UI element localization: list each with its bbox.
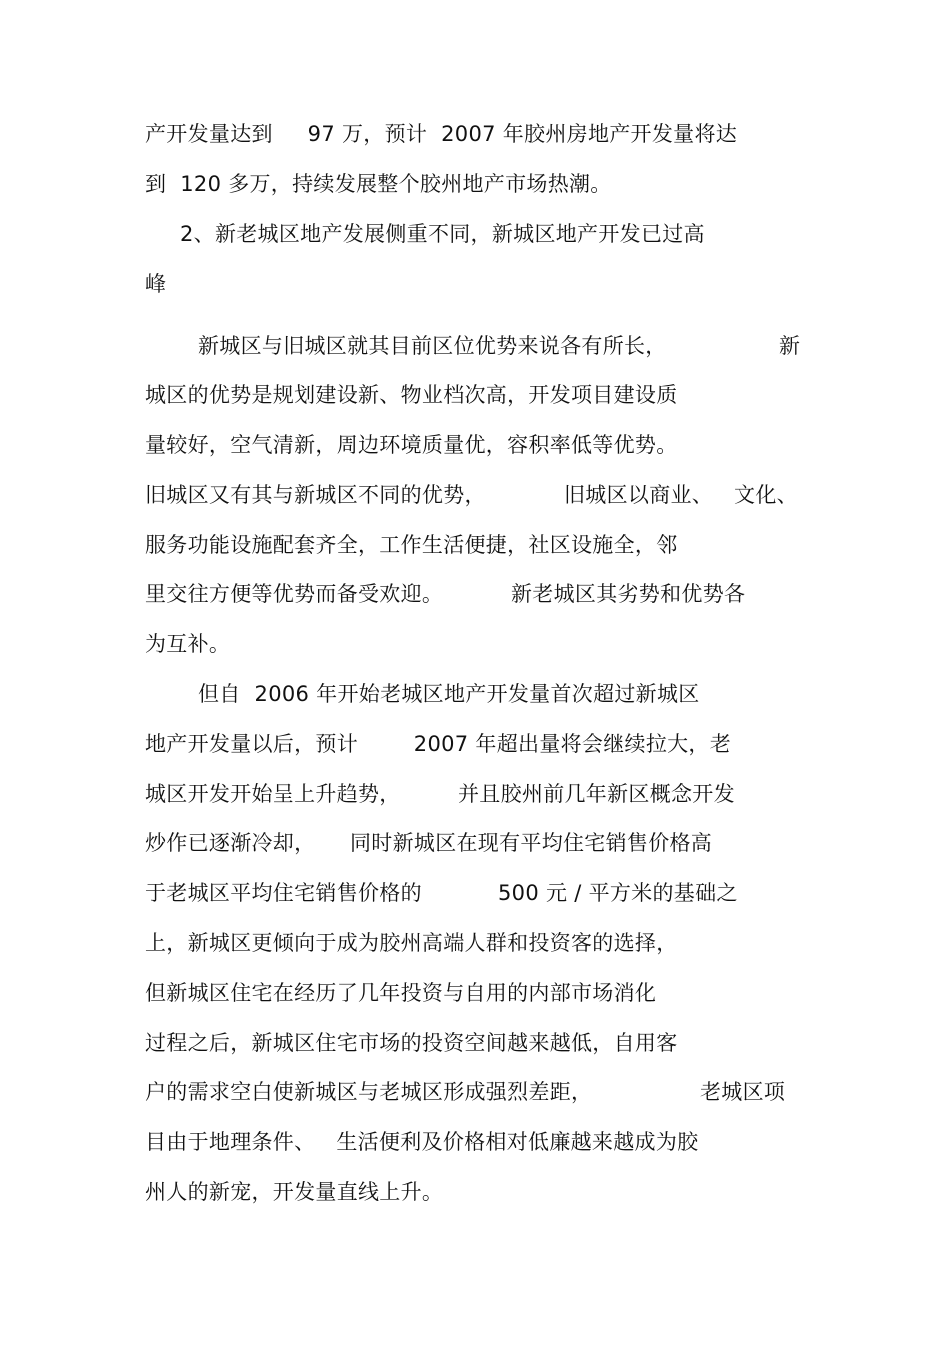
text-line: 老城区项 (700, 1080, 786, 1104)
text-line: 城区的优势是规划建设新、物业档次高，开发项目建设质 (145, 383, 678, 407)
text-line: 于老城区平均住宅销售价格的 (145, 881, 422, 905)
text-line: 旧城区以商业、 文化、 (564, 483, 798, 507)
text-line: 户的需求空白使新城区与老城区形成强烈差距， (145, 1080, 593, 1104)
text-line: 到 120 多万，持续发展整个胶州地产市场热潮。 (145, 172, 612, 196)
text-line: 里交往方便等优势而备受欢迎。 (145, 582, 444, 606)
text-line: 上，新城区更倾向于成为胶州高端人群和投资客的选择， (145, 931, 678, 955)
text-line: 州人的新宠，开发量直线上升。 (145, 1180, 444, 1204)
text-line: 目由于地理条件、 生活便利及价格相对低廉越来越成为胶 (145, 1130, 699, 1154)
text-line: 新老城区其劣势和优势各 (511, 582, 746, 606)
text-line: 城区开发开始呈上升趋势， (145, 782, 401, 806)
text-line: 为互补。 (145, 632, 231, 656)
section-heading: 2、新老城区地产发展侧重不同，新城区地产开发已过高 (180, 222, 705, 246)
text-line: 旧城区又有其与新城区不同的优势， (145, 483, 486, 507)
text-line: 量较好，空气清新，周边环境质量优，容积率低等优势。 (145, 433, 678, 457)
text-line: 炒作已逐渐冷却， (145, 831, 316, 855)
text-line: 地产开发量以后，预计 2007 年超出量将会继续拉大，老 (145, 732, 732, 756)
text-line: 过程之后，新城区住宅市场的投资空间越来越低，自用客 (145, 1031, 678, 1055)
text-line: 服务功能设施配套齐全，工作生活便捷，社区设施全，邻 (145, 533, 678, 557)
text-line: 新城区与旧城区就其目前区位优势来说各有所长， (198, 334, 667, 358)
text-line: 但新城区住宅在经历了几年投资与自用的内部市场消化 (145, 981, 657, 1005)
text-line: 新 (779, 334, 801, 358)
text-line: 500 元 / 平方米的基础之 (498, 881, 738, 905)
section-heading: 峰 (145, 272, 167, 296)
text-line: 但自 2006 年开始老城区地产开发量首次超过新城区 (198, 682, 700, 706)
text-line: 并且胶州前几年新区概念开发 (458, 782, 735, 806)
text-line: 同时新城区在现有平均住宅销售价格高 (350, 831, 713, 855)
text-line: 产开发量达到 97 万，预计 2007 年胶州房地产开发量将达 (145, 122, 738, 146)
